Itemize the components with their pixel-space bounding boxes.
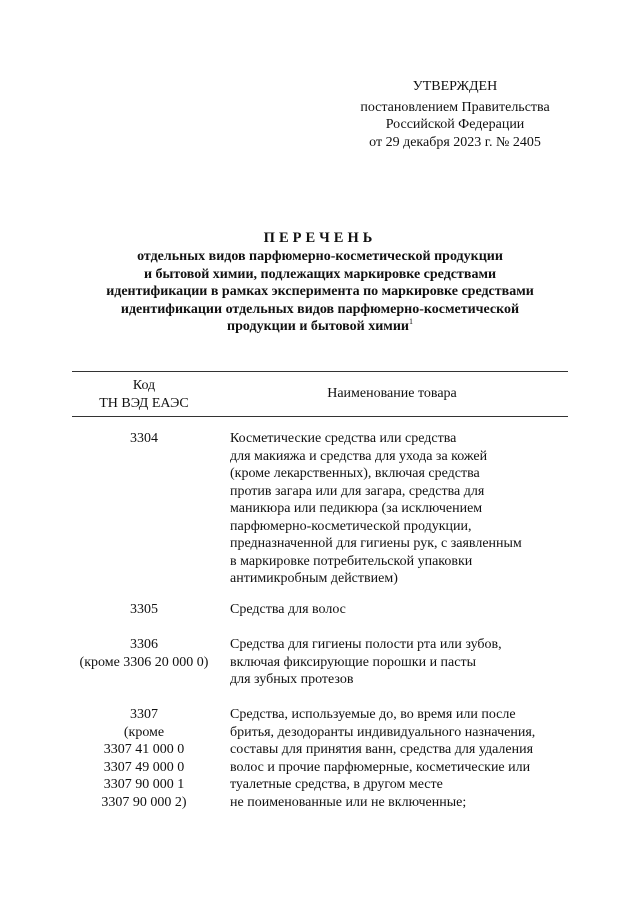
header-code: Код ТН ВЭД ЕАЭС — [99, 378, 189, 411]
footnote-mark: 1 — [408, 317, 413, 326]
row-name: Средства для гигиены полости рта или зубов, включая фиксирующие порошки и пасты для зубных протезов — [230, 637, 502, 687]
approval-block — [340, 78, 570, 151]
table-header — [72, 371, 568, 417]
document-subtitle-text: отдельных видов парфюмерно-косметической продукции и бытовой химии, подлежащих маркировке средствами идентификации в рамках эксперимента по маркировке средствами идентификации отдельных видов парфюмерно-косметической продукции и бытовой химии — [106, 249, 534, 334]
approval-title: УТВЕРЖДЕН — [412, 79, 498, 94]
header-name: Наименование товара — [327, 386, 457, 401]
row-name: Косметические средства или средства для макияжа и средства для ухода за кожей (кроме лекарственных), включая средства против загара или для загара, средства для маникюра или педикюра (за исключением парфюмерно-косметической продукции, предназначенной для гигиены рук, с заявленным в маркировке потребительской упаковки антимикробным действием) — [230, 431, 522, 586]
document-title: ПЕРЕЧЕНЬ — [263, 230, 377, 246]
row-code: 3306 (кроме 3306 20 000 0) — [79, 637, 209, 670]
approval-line-2: Российской Федерации — [385, 117, 525, 132]
approval-line-1: постановлением Правительства — [360, 99, 550, 115]
row-code: 3307 (кроме 3307 41 000 0 3307 49 000 0 3307 90 000 1 3307 90 000 2) — [101, 707, 187, 810]
document-subtitle — [60, 248, 580, 336]
row-code: 3304 — [130, 431, 158, 446]
row-name: Средства, используемые до, во время или после бритья, дезодоранты индивидуального назначения, составы для принятия ванн, средства для удаления волос и прочие парфюмерные, косметические или туалетные средства, в другом месте не поименованные или не включенные; — [230, 707, 536, 810]
row-name: Средства для волос — [230, 602, 346, 617]
approval-line-3: от 29 декабря 2023 г. № 2405 — [369, 134, 541, 150]
row-code: 3305 — [130, 602, 158, 617]
